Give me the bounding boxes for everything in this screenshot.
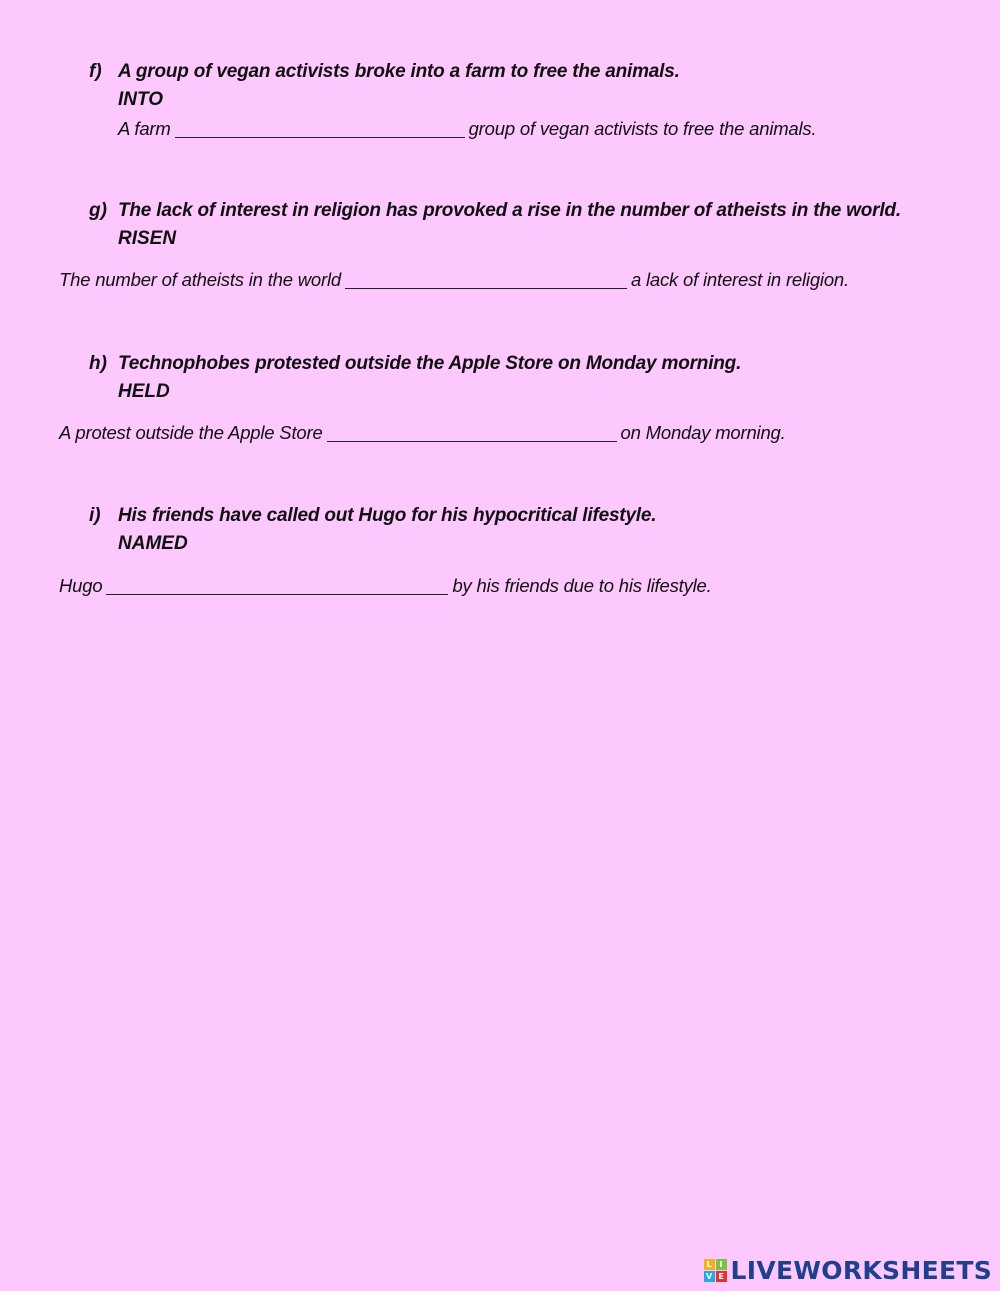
brand-name: LIVEWORKSHEETS bbox=[730, 1255, 992, 1285]
question-sentence: A group of vegan activists broke into a farm to free the animals. bbox=[118, 61, 680, 82]
question-sentence: The lack of interest in religion has provoked a rise in the number of atheists in the world. bbox=[118, 200, 901, 221]
question-letter: h) bbox=[89, 353, 107, 374]
answer-after: by his friends due to his lifestyle. bbox=[452, 575, 712, 596]
answer-line-f bbox=[118, 115, 816, 143]
question-sentence: Technophobes protested outside the Apple Store on Monday morning. bbox=[118, 353, 742, 374]
icon-letter-i: I bbox=[716, 1259, 727, 1270]
question-keyword: RISEN bbox=[118, 228, 177, 249]
answer-blank[interactable] bbox=[327, 423, 617, 442]
answer-blank[interactable] bbox=[345, 270, 627, 289]
answer-line-g bbox=[59, 266, 849, 294]
answer-blank[interactable] bbox=[106, 576, 448, 595]
answer-line-h bbox=[59, 419, 786, 447]
answer-before: The number of atheists in the world bbox=[59, 269, 341, 290]
question-letter: i) bbox=[89, 505, 101, 526]
icon-letter-l: L bbox=[704, 1259, 715, 1270]
answer-before: A farm bbox=[118, 118, 171, 139]
answer-line-i bbox=[59, 572, 712, 600]
icon-letter-e: E bbox=[716, 1271, 727, 1282]
question-f bbox=[89, 58, 949, 118]
liveworksheets-logo bbox=[704, 1255, 992, 1285]
question-letter: f) bbox=[89, 61, 102, 82]
answer-before: Hugo bbox=[59, 575, 103, 596]
question-h bbox=[89, 350, 949, 410]
question-keyword: HELD bbox=[118, 381, 170, 402]
question-i bbox=[89, 502, 949, 562]
question-letter: g) bbox=[89, 200, 107, 221]
answer-after: a lack of interest in religion. bbox=[630, 269, 849, 290]
answer-before: A protest outside the Apple Store bbox=[59, 422, 323, 443]
question-keyword: NAMED bbox=[118, 533, 188, 554]
question-keyword: INTO bbox=[118, 89, 164, 110]
live-icon bbox=[704, 1259, 727, 1282]
answer-after: on Monday morning. bbox=[620, 422, 786, 443]
answer-blank[interactable] bbox=[175, 119, 465, 138]
answer-after: group of vegan activists to free the animals. bbox=[468, 118, 817, 139]
icon-letter-v: V bbox=[704, 1271, 715, 1282]
question-g bbox=[89, 197, 989, 257]
question-sentence: His friends have called out Hugo for his hypocritical lifestyle. bbox=[118, 505, 657, 526]
